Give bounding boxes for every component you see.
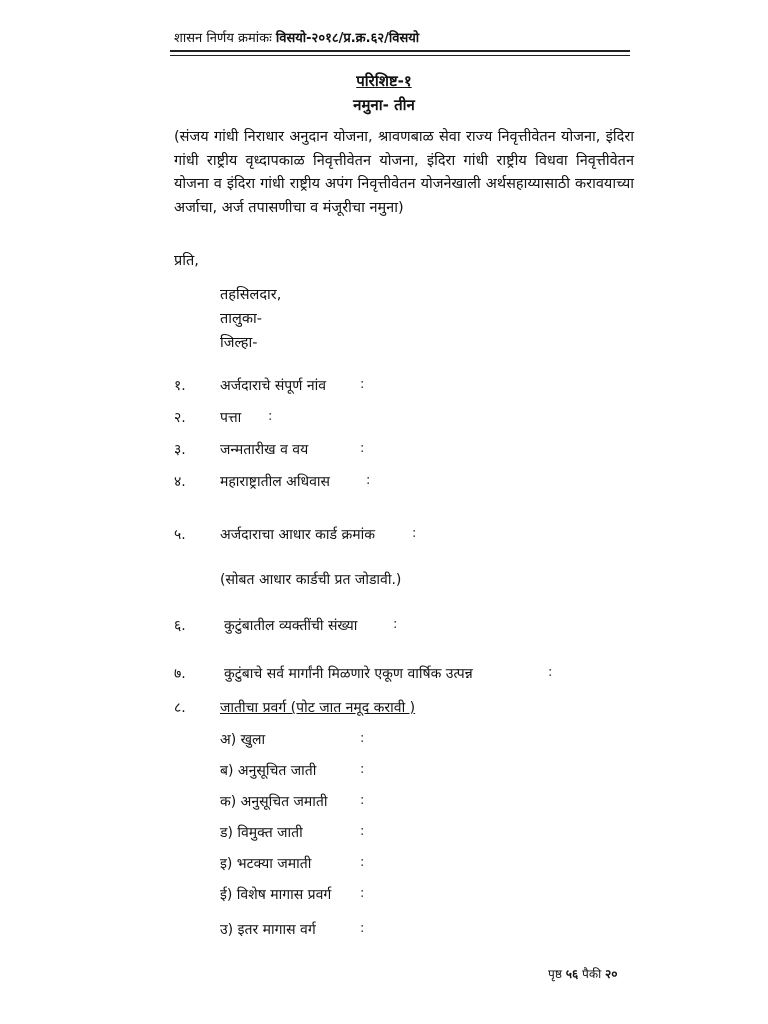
field-number: २. <box>174 410 186 426</box>
category-colon: : <box>360 731 365 746</box>
field-label-annual-income: कुटुंबाचे सर्व मार्गांनी मिळणारे एकूण वार्षिक उत्पन्न <box>224 666 473 682</box>
address-line-taluka: तालुका- <box>220 311 262 327</box>
intro-paragraph: (संजय गांधी निराधार अनुदान योजना, श्रावणबाळ सेवा राज्य निवृत्तीवेतन योजना, इंदिरा गांधी राष्ट्रीय वृध्दापकाळ निवृत्तीवेतन योजना, इंदिरा गांधी राष्ट्रीय विधवा निवृत्तीवेतन योजना व इंदिरा गांधी राष्ट्रीय अपंग निवृत्तीवेतन योजनेखाली अर्थसहाय्यासाठी करावयाच्या अर्जाचा, अर्ज तपासणीचा व मंजूरीचा नमुना) <box>174 129 634 216</box>
field-number: ८. <box>174 700 186 716</box>
category-colon: : <box>360 793 365 808</box>
field-colon: : <box>548 665 553 680</box>
category-nomadic-tribe: इ) भटक्या जमाती <box>220 856 312 872</box>
field-label-address: पत्ता <box>220 410 242 426</box>
category-scheduled-tribe: क) अनुसूचित जमाती <box>220 794 328 810</box>
page-footer <box>548 965 617 982</box>
category-colon: : <box>360 762 365 777</box>
field-label-aadhaar-number: अर्जदाराचा आधार कार्ड क्रमांक <box>220 527 376 543</box>
category-special-backward: ई) विशेष मागास प्रवर्ग <box>220 887 332 903</box>
header-rule-thin <box>170 55 630 56</box>
category-open: अ) खुला <box>220 732 266 748</box>
field-number: ७. <box>174 666 186 682</box>
header-rule-thick <box>170 50 630 52</box>
category-colon: : <box>360 886 365 901</box>
field-label-domicile: महाराष्ट्रातील अधिवास <box>220 474 330 490</box>
footer-prefix: पृष्ठ <box>548 967 562 981</box>
field-label-family-members: कुटुंबातील व्यक्तींची संख्या <box>224 618 358 634</box>
field-colon: : <box>360 441 365 456</box>
field-number: ६. <box>174 618 186 634</box>
field-colon: : <box>268 409 273 424</box>
category-vimukta-jati: ड) विमुक्त जाती <box>220 825 303 841</box>
header-reference-line <box>174 28 419 46</box>
header-label: शासन निर्णय क्रमांकः <box>174 31 272 46</box>
form-title: नमुना- तीन <box>353 96 415 114</box>
category-colon: : <box>360 921 365 936</box>
field-number: ५. <box>174 527 186 543</box>
footer-total-pages: २० <box>605 967 618 981</box>
field-colon: : <box>412 526 417 541</box>
field-colon: : <box>360 377 365 392</box>
field-colon: : <box>366 473 371 488</box>
category-colon: : <box>360 855 365 870</box>
field-label-applicant-name: अर्जदाराचे संपूर्ण नांव <box>220 378 327 394</box>
field-colon: : <box>393 617 398 632</box>
field-label-caste-category: जातीचा प्रवर्ग (पोट जात नमूद करावी ) <box>220 700 416 716</box>
aadhaar-note: (सोबत आधार कार्डची प्रत जोडावी.) <box>220 572 402 588</box>
address-line-tehsildar: तहसिलदार, <box>220 287 282 303</box>
field-number: ४. <box>174 474 186 490</box>
category-colon: : <box>360 824 365 839</box>
salutation: प्रति, <box>174 253 199 269</box>
footer-page-number: ५६ <box>565 967 579 981</box>
header-reference-number: विसयो-२०१८/प्र.क्र.६२/विसयो <box>275 31 420 46</box>
address-line-district: जिल्हा- <box>220 335 258 351</box>
footer-middle: पैकी <box>582 967 602 981</box>
field-label-dob-age: जन्मतारीख व वय <box>220 442 309 458</box>
appendix-title: परिशिष्ट-१ <box>356 72 412 90</box>
field-number: १. <box>174 378 186 394</box>
field-number: ३. <box>174 442 186 458</box>
category-scheduled-caste: ब) अनुसूचित जाती <box>220 763 317 779</box>
category-obc: उ) इतर मागास वर्ग <box>220 922 316 938</box>
